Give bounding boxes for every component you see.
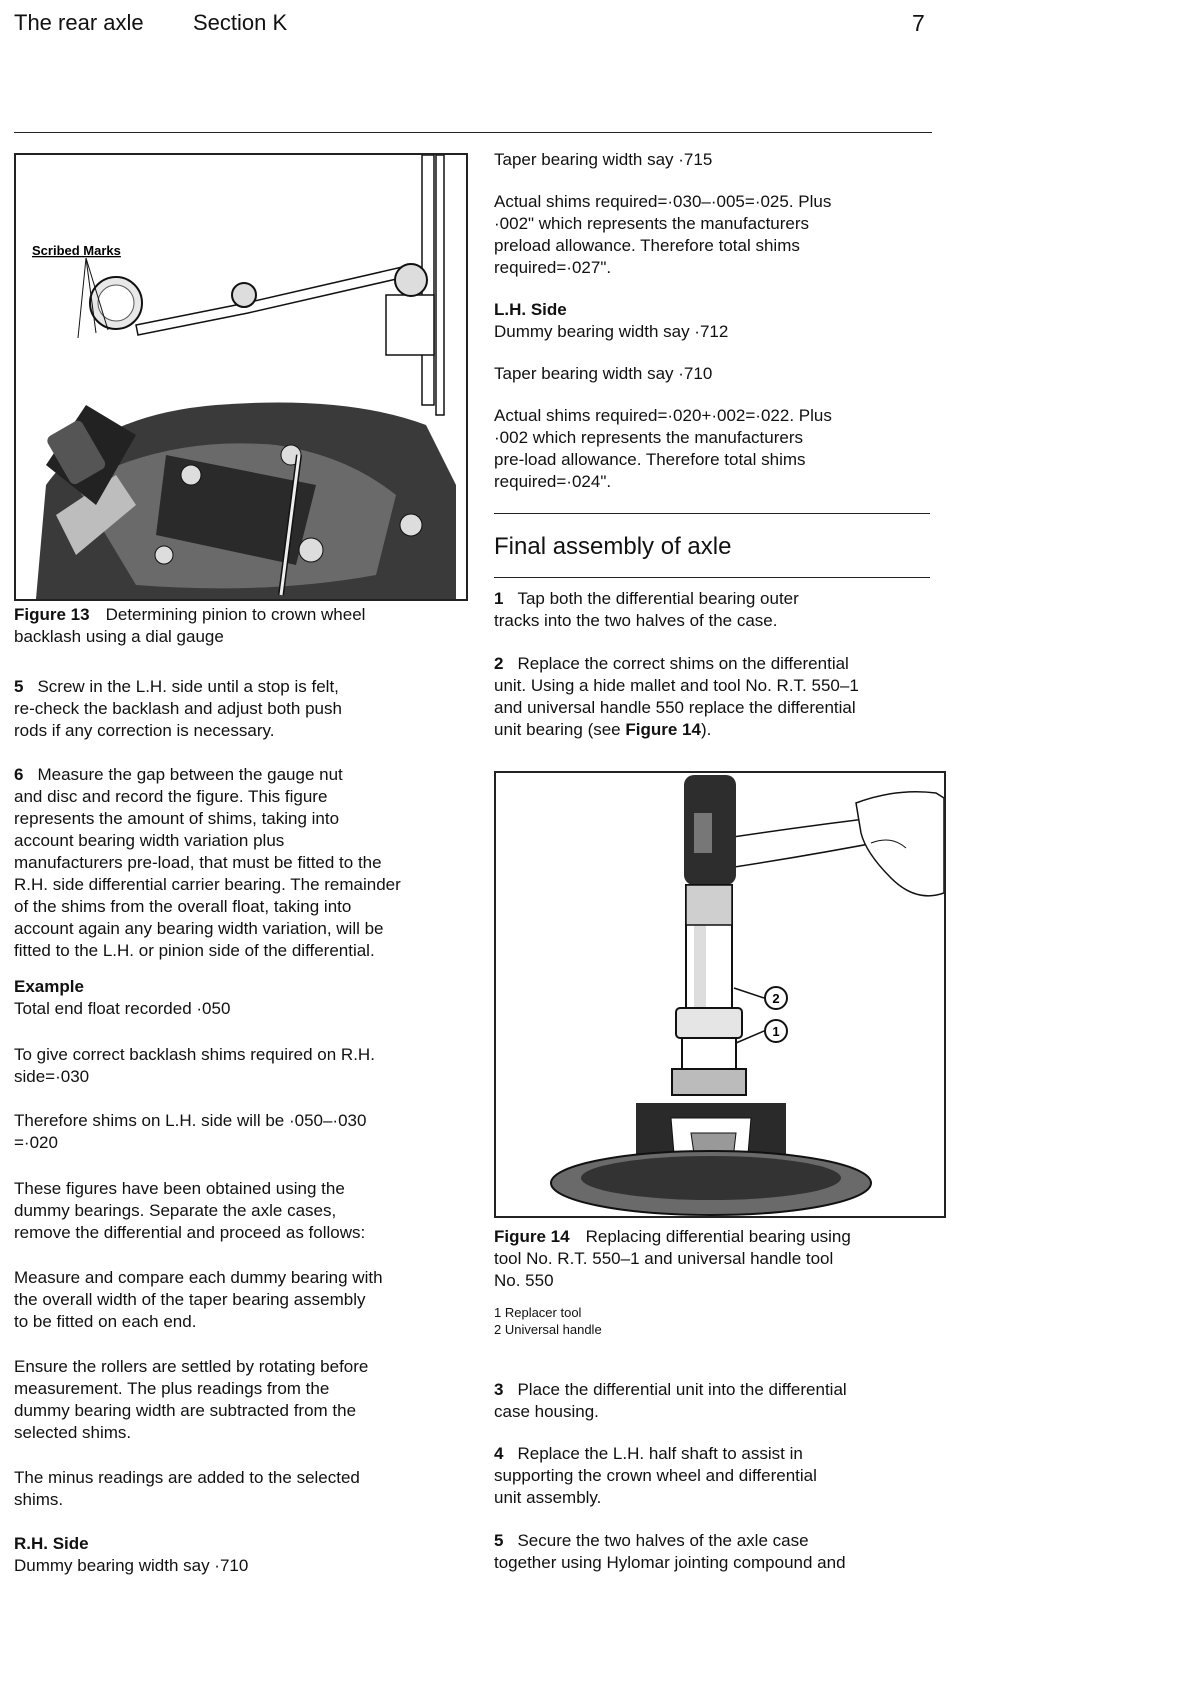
- text-line: and universal handle 550 replace the differential: [494, 698, 856, 717]
- text-line: manufacturers pre-load, that must be fitted to the: [14, 853, 382, 872]
- text-line: Dummy bearing width say ·712: [494, 322, 729, 341]
- text-line: Replace the correct shims on the differential: [517, 654, 849, 673]
- text-line: side=·030: [14, 1067, 90, 1086]
- text-line: unit bearing (see: [494, 720, 626, 739]
- text-line: Total end float recorded ·050: [14, 999, 231, 1018]
- ensure-paragraph: [14, 1356, 464, 1444]
- taper-710-line: Taper bearing width say ·710: [494, 364, 713, 383]
- example-heading: Example: [14, 977, 84, 996]
- text-line: Measure the gap between the gauge nut: [37, 765, 343, 784]
- text-line: unit assembly.: [494, 1488, 602, 1507]
- text-line: Replacing differential bearing using: [585, 1227, 851, 1246]
- text-line: selected shims.: [14, 1423, 132, 1442]
- text-line: account again any bearing width variation, will be: [14, 919, 384, 938]
- lh-side-heading: L.H. Side: [494, 300, 567, 319]
- text-line: Place the differential unit into the differential: [517, 1380, 847, 1399]
- final-step-2: [494, 653, 934, 741]
- text-line: tracks into the two halves of the case.: [494, 611, 778, 630]
- section-rule-top: [494, 513, 930, 514]
- text-line: of the shims from the overall float, taking into: [14, 897, 352, 916]
- callout-1: 1: [772, 1024, 780, 1039]
- text-line: Replace the L.H. half shaft to assist in: [517, 1444, 803, 1463]
- text-line: ).: [700, 720, 712, 739]
- step-number: 5: [14, 677, 24, 696]
- figure-13-caption-line: backlash using a dial gauge: [14, 627, 224, 646]
- text-line: No. 550: [494, 1271, 554, 1290]
- text-line: case housing.: [494, 1402, 599, 1421]
- text-line: These figures have been obtained using the: [14, 1179, 345, 1198]
- text-line: supporting the crown wheel and differential: [494, 1466, 817, 1485]
- rh-side-heading: R.H. Side: [14, 1534, 89, 1553]
- text-line: ·002" which represents the manufacturers: [494, 214, 810, 233]
- legend-item: 2 Universal handle: [494, 1322, 602, 1337]
- final-step-3: [494, 1379, 934, 1423]
- text-line: fitted to the L.H. or pinion side of the differential.: [14, 941, 375, 960]
- text-line: Actual shims required=·030–·005=·025. Plus: [494, 192, 832, 211]
- text-line: Dummy bearing width say ·710: [14, 1556, 249, 1575]
- text-line: together using Hylomar jointing compound and: [494, 1553, 846, 1572]
- text-line: dummy bearing width are subtracted from the: [14, 1401, 357, 1420]
- figure-14-legend: [494, 1304, 602, 1338]
- step-number: 6: [14, 765, 24, 784]
- text-line: account bearing width variation plus: [14, 831, 285, 850]
- step-number: 5: [494, 1531, 504, 1550]
- text-line: required=·027".: [494, 258, 612, 277]
- text-line: measurement. The plus readings from the: [14, 1379, 330, 1398]
- text-line: =·020: [14, 1133, 58, 1152]
- callout-2: 2: [772, 991, 780, 1006]
- text-line: and disc and record the figure. This figure: [14, 787, 328, 806]
- text-line: preload allowance. Therefore total shims: [494, 236, 800, 255]
- step-number: 3: [494, 1380, 504, 1399]
- text-line: required=·024".: [494, 472, 612, 491]
- final-assembly-heading: Final assembly of axle: [494, 533, 732, 560]
- text-line: unit. Using a hide mallet and tool No. R.T. 550–1: [494, 676, 859, 695]
- text-line: Screw in the L.H. side until a stop is felt,: [37, 677, 339, 696]
- therefore-paragraph: [14, 1110, 464, 1154]
- text-line: Secure the two halves of the axle case: [517, 1531, 809, 1550]
- rh-side-block: [14, 1533, 464, 1577]
- page-number: 7: [912, 10, 925, 36]
- text-line: remove the differential and proceed as follows:: [14, 1223, 366, 1242]
- text-line: to be fitted on each end.: [14, 1312, 197, 1331]
- step-5-paragraph: [14, 676, 464, 742]
- figure-13-caption-label: Figure 13: [14, 605, 90, 624]
- text-line: shims.: [14, 1490, 64, 1509]
- dial-gauge-drawing: [16, 155, 466, 599]
- text-line: Tap both the differential bearing outer: [517, 589, 799, 608]
- figures-obtained-paragraph: [14, 1178, 464, 1244]
- step-number: 2: [494, 654, 504, 673]
- text-line: ·002 which represents the manufacturers: [494, 428, 803, 447]
- text-line: rods if any correction is necessary.: [14, 721, 275, 740]
- figure-13-illustration: [14, 153, 468, 601]
- running-header-title: The rear axle: [14, 10, 144, 35]
- taper-715-line: Taper bearing width say ·715: [494, 150, 713, 169]
- text-line: Actual shims required=·020+·002=·022. Plus: [494, 406, 832, 425]
- text-line: tool No. R.T. 550–1 and universal handle tool: [494, 1249, 834, 1268]
- text-line: pre-load allowance. Therefore total shims: [494, 450, 806, 469]
- figure-13-caption-line: Determining pinion to crown wheel: [105, 605, 366, 624]
- figure-14-reference: Figure 14: [625, 720, 701, 739]
- running-header-section: Section K: [193, 10, 288, 35]
- actual-shims-lh-paragraph: [494, 405, 934, 493]
- final-step-5: [494, 1530, 934, 1574]
- text-line: Therefore shims on L.H. side will be ·050–·030: [14, 1111, 367, 1130]
- final-step-1: [494, 588, 934, 632]
- text-line: R.H. side differential carrier bearing. The remainder: [14, 875, 401, 894]
- step-number: 4: [494, 1444, 504, 1463]
- actual-shims-rh-paragraph: [494, 191, 934, 279]
- text-line: represents the amount of shims, taking into: [14, 809, 340, 828]
- section-rule-bottom: [494, 577, 930, 578]
- backlash-paragraph: [14, 1044, 464, 1088]
- header-rule: [14, 132, 932, 133]
- step-number: 1: [494, 589, 504, 608]
- final-step-4: [494, 1443, 934, 1509]
- figure-14-caption-label: Figure 14: [494, 1227, 570, 1246]
- text-line: To give correct backlash shims required on R.H.: [14, 1045, 375, 1064]
- text-line: the overall width of the taper bearing assembly: [14, 1290, 366, 1309]
- lh-side-block: [494, 299, 934, 343]
- figure-14-illustration: [494, 771, 946, 1218]
- text-line: Measure and compare each dummy bearing with: [14, 1268, 383, 1287]
- legend-item: 1 Replacer tool: [494, 1305, 582, 1320]
- scribed-marks-label: Scribed Marks: [32, 243, 121, 258]
- bearing-replacer-drawing: [496, 773, 944, 1216]
- text-line: re-check the backlash and adjust both push: [14, 699, 342, 718]
- text-line: The minus readings are added to the selected: [14, 1468, 360, 1487]
- figure-14-caption: [494, 1226, 940, 1292]
- figure-13-caption: [14, 604, 464, 648]
- text-line: Ensure the rollers are settled by rotating before: [14, 1357, 369, 1376]
- step-6-paragraph: [14, 764, 464, 962]
- example-block: [14, 976, 464, 1020]
- minus-paragraph: [14, 1467, 464, 1511]
- text-line: dummy bearings. Separate the axle cases,: [14, 1201, 337, 1220]
- measure-compare-paragraph: [14, 1267, 464, 1333]
